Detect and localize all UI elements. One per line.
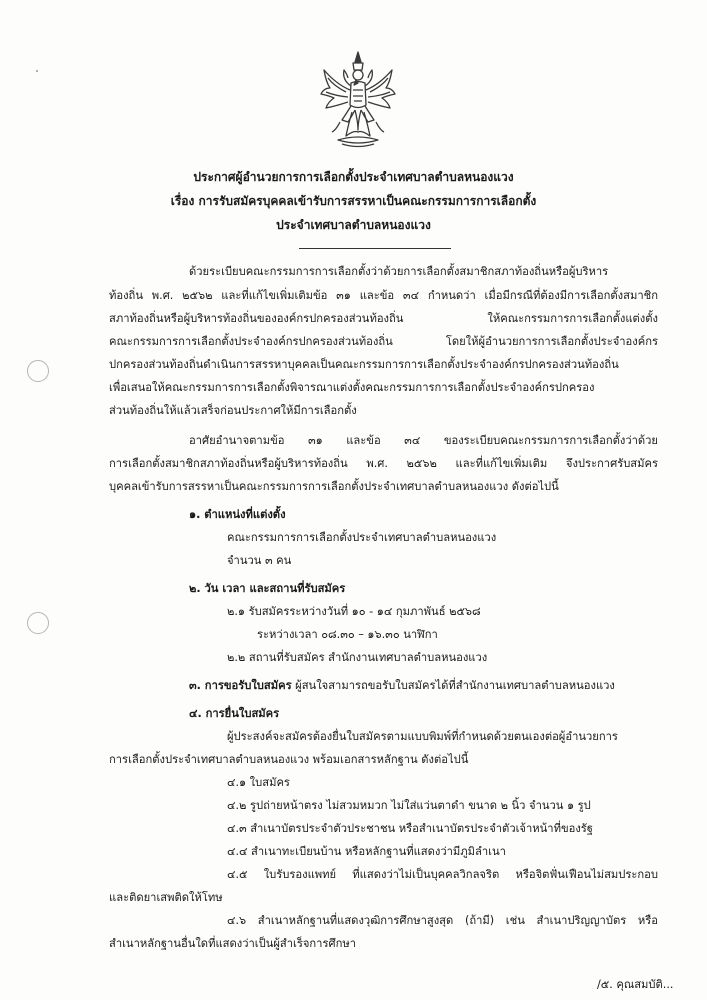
section-4-intro: ผู้ประสงค์จะสมัครต้องยื่นใบสมัครตามแบบพิมพ์ที่กำหนดด้วยตนเองต่อผู้อำนวยการ [227, 730, 618, 743]
subject-line: เรื่อง การรับสมัครบุคคลเข้ารับการสรรหาเป็นคณะกรรมการการเลือกตั้ง [170, 194, 537, 208]
authority-paragraph-line: บุคคลเข้ารับการสรรหาเป็นคณะกรรมการการเลือกตั้งประจำเทศบาลตำบลหนองแวง ดังต่อไปนี้ [109, 480, 559, 493]
section-4-item-continued: สำเนาหลักฐานอื่นใดที่แสดงว่าเป็นผู้สำเร็จการศึกษา [109, 937, 356, 950]
section-2-time: ระหว่างเวลา ๐๘.๓๐ – ๑๖.๓๐ นาฬิกา [257, 628, 438, 641]
section-4-item-continued: และติดยาเสพติดให้โทษ [109, 891, 223, 904]
title-underline [299, 248, 451, 249]
page-continuation-note: /๕. คุณสมบัติ... [597, 978, 674, 991]
intro-paragraph-line: สภาท้องถิ่นหรือผู้บริหารท้องถิ่นขององค์กรปกครองส่วนท้องถิ่น ให้คณะกรรมการการเลือกตั้งแต่งตั้ง [109, 312, 658, 325]
intro-paragraph-line: คณะกรรมการการเลือกตั้งประจำองค์กรปกครองส่วนท้องถิ่น โดยให้ผู้อำนวยการการเลือกตั้งประจำองค์กร [109, 335, 658, 348]
intro-paragraph-line: ด้วยระเบียบคณะกรรมการการเลือกตั้งว่าด้วยการเลือกตั้งสมาชิกสภาท้องถิ่นหรือผู้บริหาร [189, 265, 609, 278]
section-2-dates: ๒.๑ รับสมัครระหว่างวันที่ ๑๐ - ๑๔ กุมภาพันธ์ ๒๕๖๘ [227, 605, 481, 618]
speck-mark [36, 70, 38, 72]
section-4-item: ๔.๒ รูปถ่ายหน้าตรง ไม่สวมหมวก ไม่ใส่แว่นตาดำ ขนาด ๒ นิ้ว จำนวน ๑ รูป [227, 799, 591, 812]
section-2-location: ๒.๒ สถานที่รับสมัคร สำนักงานเทศบาลตำบลหนองแวง [227, 651, 488, 664]
section-1-position: คณะกรรมการการเลือกตั้งประจำเทศบาลตำบลหนองแวง [227, 531, 497, 544]
subject-line-continued: ประจำเทศบาลตำบลหนองแวง [276, 218, 431, 232]
garuda-emblem [318, 50, 398, 150]
section-1-count: จำนวน ๓ คน [227, 554, 292, 567]
authority-paragraph-line: อาศัยอำนาจตามข้อ ๓๑ และข้อ ๓๔ ของระเบียบคณะกรรมการการเลือกตั้งว่าด้วย [189, 434, 658, 447]
section-1-heading: ๑. ตำแหน่งที่แต่งตั้ง [189, 508, 286, 521]
section-4-item: ๔.๑ ใบสมัคร [227, 776, 290, 789]
intro-paragraph-line: เพื่อเสนอให้คณะกรรมการการเลือกตั้งพิจารณาแต่งตั้งคณะกรรมการการเลือกตั้งประจำองค์กรปกครอง [109, 381, 595, 394]
section-4-intro-continued: การเลือกตั้งประจำเทศบาลตำบลหนองแวง พร้อมเอกสารหลักฐาน ดังต่อไปนี้ [109, 753, 469, 766]
section-3 [189, 679, 615, 693]
section-4-item: ๔.๓ สำเนาบัตรประจำตัวประชาชน หรือสำเนาบัตรประจำตัวเจ้าหน้าที่ของรัฐ [227, 822, 593, 835]
section-4-item: ๔.๔ สำเนาทะเบียนบ้าน หรือหลักฐานที่แสดงว่ามีภูมิลำเนา [227, 845, 506, 858]
section-4-item: ๔.๕ ใบรับรองแพทย์ ที่แสดงว่าไม่เป็นบุคคลวิกลจริต หรือจิตฟั่นเฟือนไม่สมประกอบ [227, 868, 658, 881]
intro-paragraph-line: ท้องถิ่น พ.ศ. ๒๕๖๒ และที่แก้ไขเพิ่มเติมข้อ ๓๑ และข้อ ๓๔ กำหนดว่า เมื่อมีกรณีที่ต้องมีการเลือกตั้งสมาชิก [109, 289, 658, 302]
section-3-heading: ๓. การขอรับใบสมัคร [189, 679, 292, 692]
authority-paragraph-line: การเลือกตั้งสมาชิกสภาท้องถิ่นหรือผู้บริหารท้องถิ่น พ.ศ. ๒๕๖๒ และที่แก้ไขเพิ่มเติม จึงประกาศรับสมัคร [109, 457, 658, 470]
intro-paragraph-line: ปกครองส่วนท้องถิ่นดำเนินการสรรหาบุคคลเป็นคณะกรรมการการเลือกตั้งประจำองค์กรปกครองส่วนท้องถิ่น [109, 358, 619, 371]
section-4-heading: ๔. การยื่นใบสมัคร [189, 707, 280, 720]
section-2-heading: ๒. วัน เวลา และสถานที่รับสมัคร [189, 582, 346, 595]
punch-hole-mark [27, 360, 49, 382]
punch-hole-mark [27, 612, 49, 634]
intro-paragraph-line: ส่วนท้องถิ่นให้แล้วเสร็จก่อนประกาศให้มีการเลือกตั้ง [109, 404, 357, 417]
section-3-text: ผู้สนใจสามารถขอรับใบสมัครได้ที่สำนักงานเทศบาลตำบลหนองแวง [291, 679, 615, 692]
announcement-title: ประกาศผู้อำนวยการการเลือกตั้งประจำเทศบาลตำบลหนองแวง [193, 170, 514, 184]
section-4-item: ๔.๖ สำเนาหลักฐานที่แสดงวุฒิการศึกษาสูงสุด (ถ้ามี) เช่น สำเนาปริญญาบัตร หรือ [227, 914, 658, 927]
